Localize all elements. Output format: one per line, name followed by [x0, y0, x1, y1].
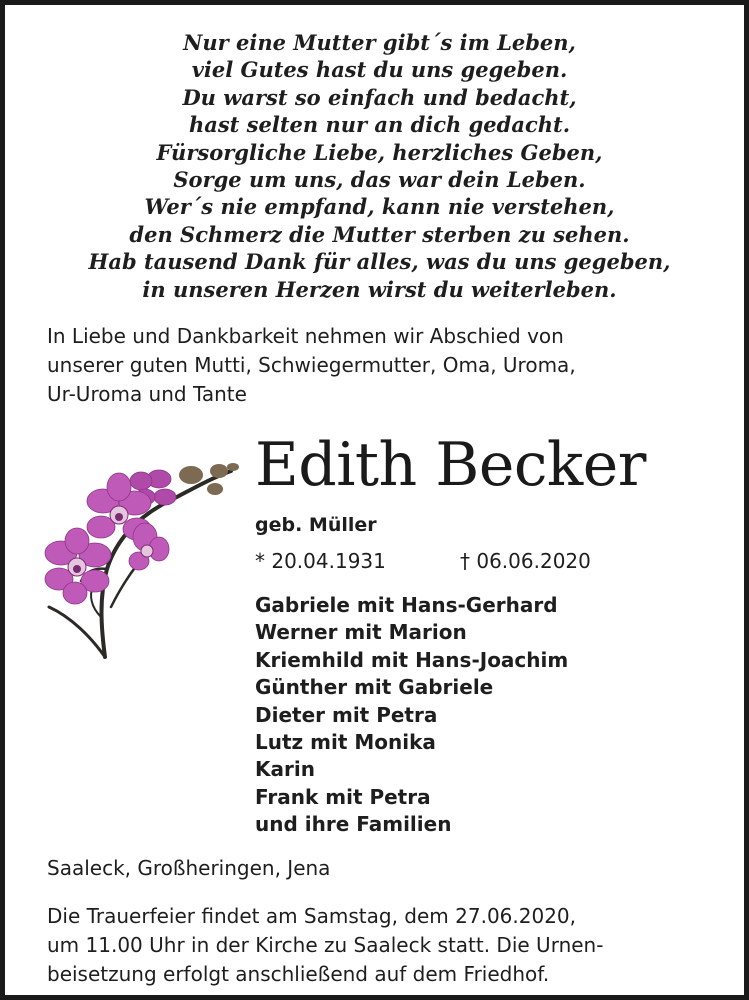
mourner: Kriemhild mit Hans-Joachim	[255, 647, 569, 672]
mourner: Lutz mit Monika	[255, 730, 436, 755]
mourner: Gabriele mit Hans-Gerhard	[255, 593, 558, 617]
service-line: Die Trauerfeier findet am Samstag, dem 27.06.2020,	[47, 904, 577, 928]
death-date: † 06.06.2020	[460, 549, 591, 573]
poem-line: viel Gutes hast du uns gegeben.	[191, 57, 568, 83]
poem-line: Fürsorgliche Liebe, herzliches Geben,	[156, 139, 603, 165]
intro-line: In Liebe und Dankbarkeit nehmen wir Abschied von	[47, 324, 564, 348]
poem-line: Hab tausend Dank für alles, was du uns gegeben,	[88, 249, 671, 275]
places: Saaleck, Großheringen, Jena	[47, 856, 331, 880]
intro-line: unserer guten Mutti, Schwiegermutter, Oma, Uroma,	[47, 353, 576, 377]
service-text	[47, 902, 727, 989]
maiden-name: geb. Müller	[255, 514, 377, 536]
service-line: beisetzung erfolgt anschließend auf dem Friedhof.	[47, 962, 550, 986]
poem-line: hast selten nur an dich gedacht.	[188, 112, 571, 138]
mourner: und ihre Familien	[255, 812, 452, 837]
deceased-name: Edith Becker	[255, 430, 646, 500]
poem-line: den Schmerz die Mutter sterben zu sehen.	[129, 221, 630, 247]
intro-line: Ur-Uroma und Tante	[47, 382, 247, 406]
mourners-list	[255, 592, 568, 839]
mourner: Günther mit Gabriele	[255, 675, 494, 700]
orchid-icon	[41, 457, 241, 662]
poem-line: Sorge um uns, das war dein Leben.	[173, 167, 586, 193]
intro-text	[47, 322, 727, 409]
poem-line: Nur eine Mutter gibt´s im Leben,	[183, 30, 576, 55]
mourner: Dieter mit Petra	[255, 702, 438, 727]
mourner: Karin	[255, 757, 315, 782]
poem-line: Du warst so einfach und bedacht,	[182, 84, 577, 110]
mourner: Frank mit Petra	[255, 784, 431, 809]
service-line: um 11.00 Uhr in der Kirche zu Saaleck statt. Die Urnen-	[47, 933, 604, 957]
poem	[25, 29, 734, 303]
mourner: Werner mit Marion	[255, 620, 467, 645]
birth-date: * 20.04.1931	[255, 549, 386, 573]
poem-line: in unseren Herzen wirst du weiterleben.	[142, 276, 617, 302]
poem-line: Wer´s nie empfand, kann nie verstehen,	[144, 194, 615, 220]
